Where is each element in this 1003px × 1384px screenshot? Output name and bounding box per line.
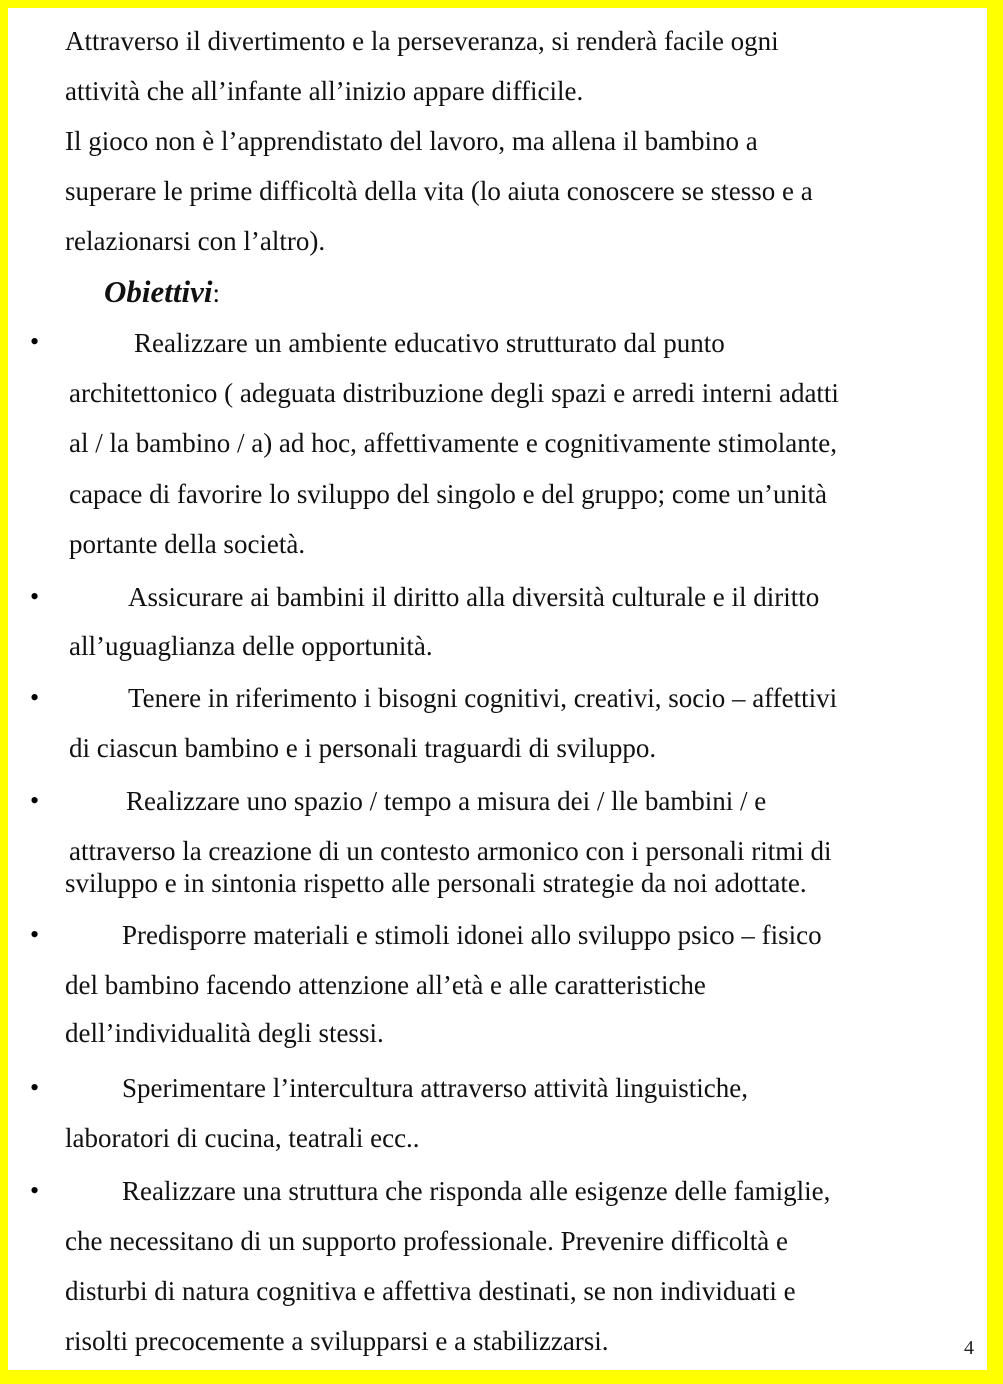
- objective-1-line-5: portante della società.: [69, 529, 306, 559]
- bullet-icon: •: [30, 1176, 40, 1205]
- objective-7-line-1: Realizzare una struttura che risponda alle esigenze delle famiglie,: [122, 1176, 831, 1206]
- intro-line-2: attività che all’infante all’inizio appare difficile.: [65, 76, 584, 106]
- objective-1-line-2: architettonico ( adeguata distribuzione degli spazi e arredi interni adatti: [69, 378, 839, 408]
- intro-line-3: Il gioco non è l’apprendistato del lavoro, ma allena il bambino a: [65, 126, 758, 156]
- objective-1-line-4: capace di favorire lo sviluppo del singolo e del gruppo; come un’unità: [69, 479, 828, 509]
- bullet-icon: •: [30, 683, 40, 712]
- objectives-heading: [104, 272, 220, 313]
- objective-2-line-1: Assicurare ai bambini il diritto alla diversità culturale e il diritto: [128, 582, 820, 612]
- bullet-icon: •: [30, 327, 40, 356]
- objective-6-line-1: Sperimentare l’intercultura attraverso attività linguistiche,: [122, 1073, 749, 1103]
- bullet-icon: •: [30, 786, 40, 815]
- objective-7-line-4: risolti precocemente a svilupparsi e a stabilizzarsi.: [65, 1326, 609, 1356]
- bullet-icon: •: [30, 1073, 40, 1102]
- objective-3-line-2: di ciascun bambino e i personali traguardi di sviluppo.: [69, 733, 657, 763]
- objective-2-line-2: all’uguaglianza delle opportunità.: [69, 631, 433, 661]
- intro-line-1: Attraverso il divertimento e la perseveranza, si renderà facile ogni: [65, 26, 779, 56]
- objective-3-line-1: Tenere in riferimento i bisogni cognitivi, creativi, socio – affettivi: [128, 683, 838, 713]
- intro-line-5: relazionarsi con l’altro).: [65, 226, 326, 256]
- page-number: 4: [964, 1337, 974, 1359]
- intro-line-4: superare le prime difficoltà della vita (lo aiuta conoscere se stesso e a: [65, 176, 813, 206]
- objective-4-line-1: Realizzare uno spazio / tempo a misura dei / lle bambini / e: [126, 786, 767, 816]
- objective-1-line-1: Realizzare un ambiente educativo strutturato dal punto: [134, 328, 725, 358]
- objective-5-line-1: Predisporre materiali e stimoli idonei allo sviluppo psico – fisico: [122, 920, 822, 950]
- objective-4-line-2: attraverso la creazione di un contesto armonico con i personali ritmi di: [69, 836, 832, 866]
- bullet-icon: •: [30, 582, 40, 611]
- objective-5-line-2: del bambino facendo attenzione all’età e alle caratteristiche: [65, 970, 706, 1000]
- objective-7-line-3: disturbi di natura cognitiva e affettiva destinati, se non individuati e: [65, 1276, 796, 1306]
- objective-1-line-3: al / la bambino / a) ad hoc, affettivamente e cognitivamente stimolante,: [69, 428, 837, 458]
- document-page: [8, 8, 987, 1370]
- objective-5-line-3: dell’individualità degli stessi.: [65, 1018, 384, 1048]
- bullet-icon: •: [30, 920, 40, 949]
- objective-7-line-2: che necessitano di un supporto professionale. Prevenire difficoltà e: [65, 1226, 789, 1256]
- objectives-heading-colon: :: [212, 278, 220, 308]
- objective-6-line-2: laboratori di cucina, teatrali ecc..: [65, 1123, 420, 1153]
- objective-4-line-3: sviluppo e in sintonia rispetto alle personali strategie da noi adottate.: [65, 868, 807, 898]
- objectives-heading-title: Obiettivi: [104, 274, 213, 309]
